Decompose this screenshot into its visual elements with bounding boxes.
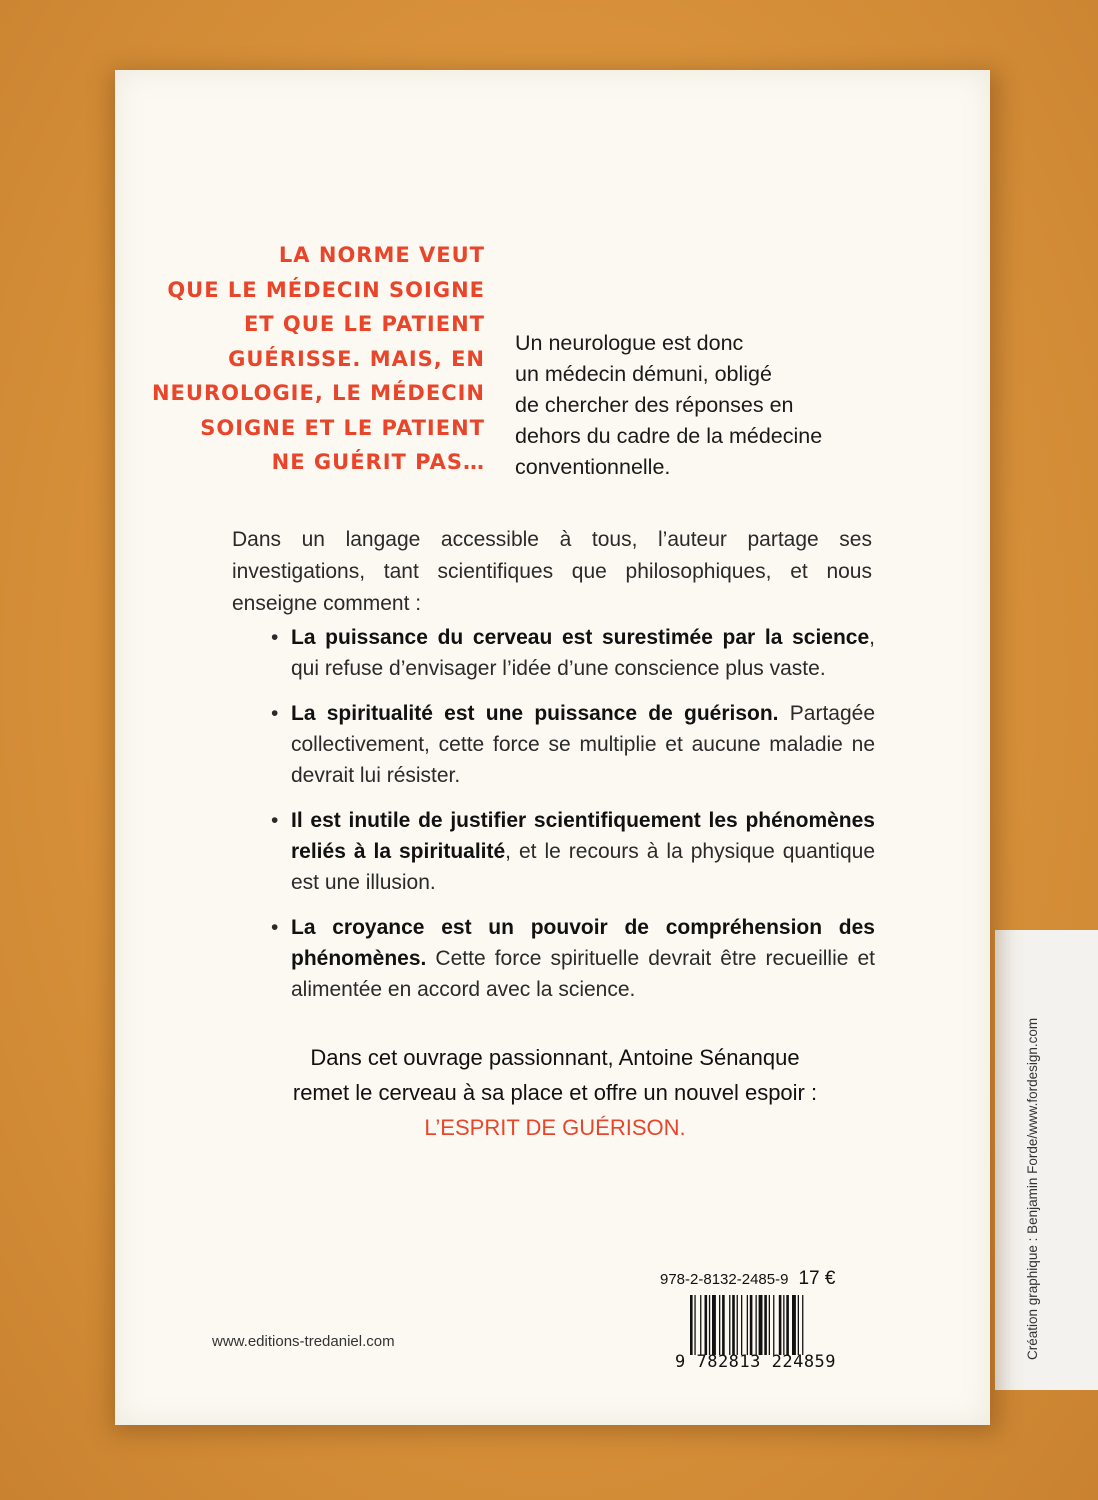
bullet-list: [265, 622, 875, 1019]
bullet-text: Partagée collectivement, cette force se multiplie et aucune maladie ne devrait lui résister.: [291, 702, 875, 787]
barcode-bar: [694, 1295, 695, 1355]
quote-line: LA NORME VEUT: [278, 243, 485, 267]
barcode-bar: [690, 1295, 693, 1355]
bullet-dot: •: [271, 702, 279, 725]
barcode-bar: [764, 1295, 767, 1355]
barcode-bar: [732, 1295, 735, 1355]
publisher-website: www.editions-tredaniel.com: [212, 1333, 395, 1350]
quote-line: NE GUÉRIT PAS…: [271, 450, 485, 474]
isbn-text: 978-2-8132-2485-9: [660, 1271, 789, 1288]
barcode-digits: 9 782813 224859: [675, 1352, 837, 1372]
quote-line: QUE LE MÉDECIN SOIGNE: [167, 277, 485, 302]
closing-line: remet le cerveau à sa place et offre un nouvel espoir :: [292, 1080, 818, 1105]
isbn-price: [660, 1268, 835, 1290]
intro-line: Un neurologue est donc: [515, 331, 744, 355]
barcode-bar: [700, 1295, 701, 1355]
design-credit: Création graphique : Benjamin Forde/www.fordesign.com: [1025, 1017, 1040, 1360]
barcode-bar: [779, 1295, 782, 1355]
bullet-bold: La puissance du cerveau est surestimée par la science: [291, 626, 870, 649]
barcode: [690, 1295, 890, 1355]
bullet-bold: Il est inutile de justifier scientifiquement les phénomènes reliés à la spiritualité: [291, 809, 875, 863]
barcode-bar: [741, 1295, 742, 1355]
barcode-bar: [747, 1295, 748, 1355]
barcode-bar: [792, 1295, 796, 1355]
intro-line: un médecin démuni, obligé: [515, 362, 772, 386]
barcode-bar: [750, 1295, 753, 1355]
barcode-bar: [798, 1295, 799, 1355]
bullet-dot: •: [271, 916, 279, 939]
bullet-item: [265, 912, 875, 1005]
intro-line: de chercher des réponses en: [515, 393, 794, 417]
barcode-bar: [719, 1295, 720, 1355]
bullet-dot: •: [271, 626, 279, 649]
bullet-item: [265, 622, 875, 684]
quote-block: [125, 238, 485, 480]
bullet-bold: La croyance est un pouvoir de compréhension des phénomènes.: [291, 916, 875, 970]
bullet-bold: La spiritualité est une puissance de guérison.: [291, 702, 779, 725]
closing-line: Dans cet ouvrage passionnant, Antoine Sénanque: [310, 1045, 800, 1070]
closing-statement: [215, 1040, 895, 1145]
bullet-text: , et le recours à la physique quantique est une illusion.: [291, 840, 875, 894]
book-title-highlight: L’ESPRIT DE GUÉRISON.: [424, 1115, 686, 1140]
bullet-item: [265, 805, 875, 898]
intro-line: dehors du cadre de la médecine: [515, 424, 823, 448]
quote-line: SOIGNE ET LE PATIENT: [200, 415, 485, 440]
book-back-cover: [115, 70, 990, 1425]
description-paragraph: Dans un langage accessible à tous, l’auteur partage ses investigations, tant scientifiques que philosophiques, et nous enseigne comment :: [232, 528, 872, 615]
barcode-bar: [737, 1295, 738, 1355]
bullet-text: , qui refuse d’envisager l’idée d’une conscience plus vaste.: [291, 626, 875, 680]
quote-line: NEUROLOGIE, LE MÉDECIN: [151, 381, 485, 405]
bullet-item: [265, 698, 875, 791]
barcode-bar: [705, 1295, 708, 1355]
barcode-bar: [709, 1295, 710, 1355]
barcode-bar: [783, 1295, 784, 1355]
barcode-bar: [712, 1295, 716, 1355]
intro-line: conventionnelle.: [515, 455, 671, 479]
quote-line: ET QUE LE PATIENT: [243, 312, 485, 336]
barcode-bar: [802, 1295, 803, 1355]
barcode-bar: [786, 1295, 789, 1355]
barcode-bar: [773, 1295, 774, 1355]
intro-text: [515, 328, 905, 483]
barcode-bar: [729, 1295, 730, 1355]
bullet-text: Cette force spirituelle devrait être recueillie et alimentée en accord avec la science.: [291, 947, 875, 1001]
barcode-bar: [759, 1295, 763, 1355]
barcode-bar: [756, 1295, 757, 1355]
quote-line: GUÉRISSE. MAIS, EN: [228, 346, 485, 371]
background-paper-sheet: [995, 930, 1098, 1390]
barcode-bar: [769, 1295, 770, 1355]
bullet-dot: •: [271, 809, 279, 832]
price-text: 17 €: [798, 1268, 836, 1289]
barcode-bar: [722, 1295, 725, 1355]
